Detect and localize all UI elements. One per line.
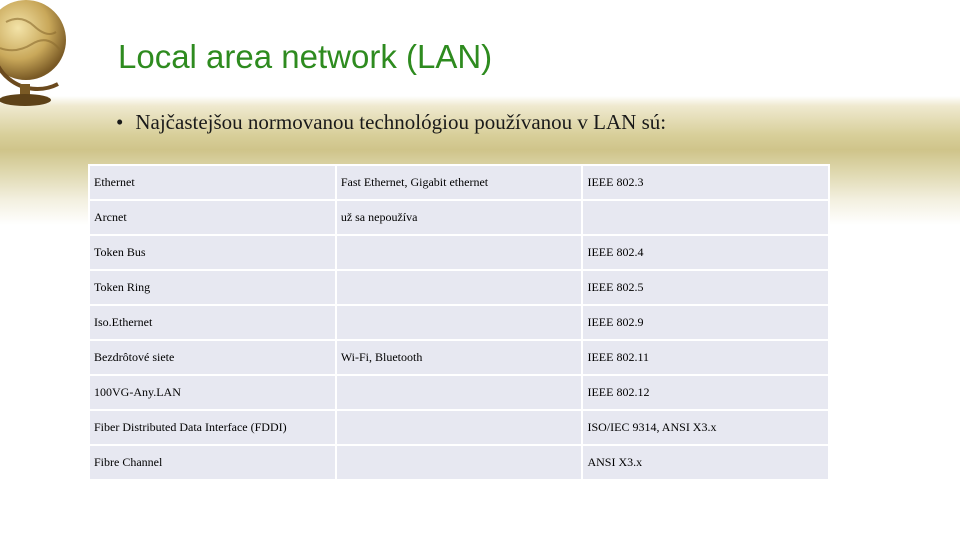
table-cell xyxy=(336,410,583,445)
table-cell: IEEE 802.9 xyxy=(582,305,829,340)
table-row xyxy=(89,410,829,445)
table-row xyxy=(89,375,829,410)
table-cell xyxy=(336,305,583,340)
table-row xyxy=(89,165,829,200)
table-cell: Bezdrôtové siete xyxy=(89,340,336,375)
table-cell: IEEE 802.3 xyxy=(582,165,829,200)
table-cell: IEEE 802.4 xyxy=(582,235,829,270)
table-cell xyxy=(336,375,583,410)
table-cell: Fiber Distributed Data Interface (FDDI) xyxy=(89,410,336,445)
table-row xyxy=(89,270,829,305)
table-cell: IEEE 802.12 xyxy=(582,375,829,410)
globe-icon xyxy=(0,0,76,112)
table-row xyxy=(89,235,829,270)
table-cell: ANSI X3.x xyxy=(582,445,829,480)
bullet-item xyxy=(116,110,666,135)
table-cell: Wi-Fi, Bluetooth xyxy=(336,340,583,375)
table-cell xyxy=(582,200,829,235)
table-cell xyxy=(336,445,583,480)
table-row xyxy=(89,445,829,480)
table-cell: IEEE 802.11 xyxy=(582,340,829,375)
slide-title: Local area network (LAN) xyxy=(118,38,493,75)
table-cell: Iso.Ethernet xyxy=(89,305,336,340)
table-cell: už sa nepoužíva xyxy=(336,200,583,235)
table-cell: Token Ring xyxy=(89,270,336,305)
table-cell xyxy=(336,270,583,305)
table-cell: Fast Ethernet, Gigabit ethernet xyxy=(336,165,583,200)
lan-technologies-table xyxy=(88,164,830,481)
table-cell: Token Bus xyxy=(89,235,336,270)
bullet-dot: • xyxy=(116,110,124,134)
table-cell xyxy=(336,235,583,270)
table-cell: 100VG-Any.LAN xyxy=(89,375,336,410)
table-cell: Ethernet xyxy=(89,165,336,200)
table-row xyxy=(89,305,829,340)
bullet-text: Najčastejšou normovanou technológiou používanou v LAN sú: xyxy=(135,110,667,134)
table-row xyxy=(89,340,829,375)
table-cell: Fibre Channel xyxy=(89,445,336,480)
table-cell: ISO/IEC 9314, ANSI X3.x xyxy=(582,410,829,445)
table-cell: IEEE 802.5 xyxy=(582,270,829,305)
table-row xyxy=(89,200,829,235)
table-cell: Arcnet xyxy=(89,200,336,235)
